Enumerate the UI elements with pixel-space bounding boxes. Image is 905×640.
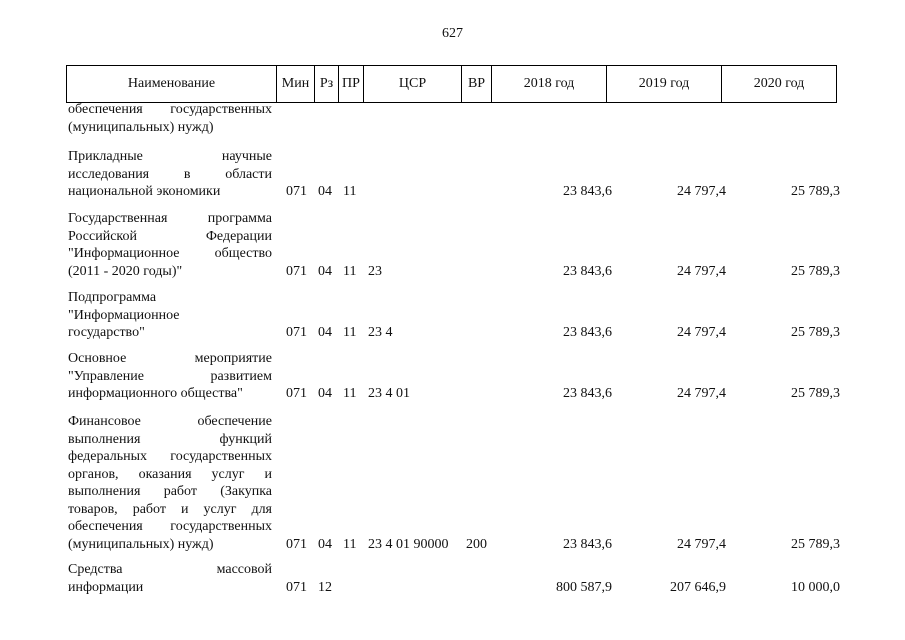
row-name xyxy=(68,350,272,403)
row-name-line: выполнения функций xyxy=(68,431,272,447)
row-name-line: Средства массовой xyxy=(68,562,272,577)
row-name xyxy=(68,148,272,201)
cell-2019: 24 797,4 xyxy=(677,536,726,552)
cell-pr: 11 xyxy=(343,536,357,552)
row-name-line: информации xyxy=(68,579,144,595)
row-name-line: товаров, работ и услуг для xyxy=(68,501,272,517)
cell-min: 071 xyxy=(286,579,307,595)
cell-2018: 23 843,6 xyxy=(563,184,612,199)
cell-pr: 11 xyxy=(343,386,357,401)
row-name-line: Российской Федерации xyxy=(68,228,272,244)
page-number: 627 xyxy=(442,26,463,41)
cell-csr: 23 4 xyxy=(368,325,393,340)
row-name-line: государство" xyxy=(68,325,145,340)
row-name-line: (муниципальных) нужд) xyxy=(68,119,214,135)
table-row xyxy=(66,289,844,342)
table-row xyxy=(66,350,844,403)
cell-rz: 04 xyxy=(318,263,332,279)
header-2020: 2020 год xyxy=(722,66,837,103)
cell-2020: 25 789,3 xyxy=(791,263,840,279)
row-name xyxy=(68,413,272,553)
cell-2019: 24 797,4 xyxy=(677,263,726,279)
table-row xyxy=(66,210,844,280)
cell-2020: 25 789,3 xyxy=(791,386,840,401)
table-header xyxy=(66,65,837,103)
row-name xyxy=(68,101,272,136)
cell-2020: 25 789,3 xyxy=(791,536,840,552)
cell-csr: 23 4 01 xyxy=(368,386,410,401)
header-pr: ПР xyxy=(339,66,364,103)
row-name xyxy=(68,561,272,596)
cell-2018: 23 843,6 xyxy=(563,325,612,340)
row-name-line: "Информационное общество xyxy=(68,246,272,261)
row-name xyxy=(68,210,272,280)
cell-2018: 23 843,6 xyxy=(563,263,612,279)
row-name-line: Государственная программа xyxy=(68,211,272,226)
row-name-line: Финансовое обеспечение xyxy=(68,414,272,429)
header-2018: 2018 год xyxy=(492,66,607,103)
row-name-line: обеспечения государственных xyxy=(68,102,272,117)
cell-2018: 23 843,6 xyxy=(563,386,612,401)
header-vr: ВР xyxy=(462,66,492,103)
cell-2020: 25 789,3 xyxy=(791,184,840,199)
cell-pr: 11 xyxy=(343,184,357,199)
cell-pr: 11 xyxy=(343,263,357,279)
cell-2020: 25 789,3 xyxy=(791,325,840,340)
row-name-line: федеральных государственных xyxy=(68,449,272,464)
header-name: Наименование xyxy=(67,66,277,103)
row-name-line: Основное мероприятие xyxy=(68,351,272,366)
cell-min: 071 xyxy=(286,184,307,199)
row-name-line: (муниципальных) нужд) xyxy=(68,536,214,552)
header-2019: 2019 год xyxy=(607,66,722,103)
row-name-line: Подпрограмма xyxy=(68,290,157,305)
row-name-line: (2011 - 2020 годы)" xyxy=(68,263,183,279)
cell-min: 071 xyxy=(286,536,307,552)
table-row xyxy=(66,148,844,201)
row-name xyxy=(68,289,272,342)
table-row xyxy=(66,101,844,136)
row-name-line: "Информационное xyxy=(68,307,180,323)
header-rz: Рз xyxy=(315,66,339,103)
row-name-line: информационного общества" xyxy=(68,386,243,401)
cell-rz: 04 xyxy=(318,325,332,340)
cell-csr: 23 xyxy=(368,263,382,279)
cell-min: 071 xyxy=(286,263,307,279)
cell-vr: 200 xyxy=(466,536,487,552)
cell-rz: 04 xyxy=(318,184,332,199)
cell-2019: 207 646,9 xyxy=(670,579,726,595)
cell-2018: 800 587,9 xyxy=(556,579,612,595)
row-name-line: "Управление развитием xyxy=(68,368,272,384)
cell-min: 071 xyxy=(286,386,307,401)
row-name-line: выполнения работ (Закупка xyxy=(68,484,272,499)
row-name-line: обеспечения государственных xyxy=(68,519,272,534)
cell-rz: 04 xyxy=(318,536,332,552)
table-row xyxy=(66,413,844,553)
cell-2019: 24 797,4 xyxy=(677,386,726,401)
cell-2018: 23 843,6 xyxy=(563,536,612,552)
row-name-line: национальной экономики xyxy=(68,184,221,199)
cell-rz: 04 xyxy=(318,386,332,401)
table-row xyxy=(66,561,844,596)
cell-2019: 24 797,4 xyxy=(677,325,726,340)
row-name-line: исследования в области xyxy=(68,166,272,182)
cell-min: 071 xyxy=(286,325,307,340)
row-name-line: Прикладные научные xyxy=(68,149,272,164)
cell-rz: 12 xyxy=(318,579,332,595)
cell-pr: 11 xyxy=(343,325,357,340)
header-csr: ЦСР xyxy=(364,66,462,103)
row-name-line: органов, оказания услуг и xyxy=(68,466,272,482)
cell-2020: 10 000,0 xyxy=(791,579,840,595)
cell-csr: 23 4 01 90000 xyxy=(368,536,449,552)
cell-2019: 24 797,4 xyxy=(677,184,726,199)
header-min: Мин xyxy=(277,66,315,103)
